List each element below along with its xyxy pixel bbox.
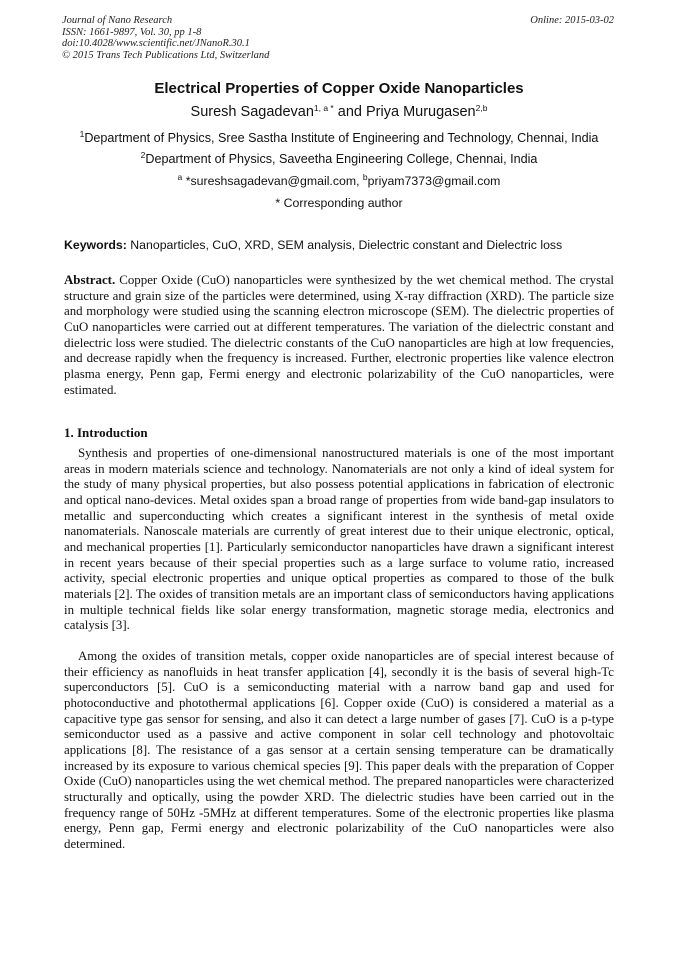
- email-line: [40, 174, 638, 188]
- journal-copyright: © 2015 Trans Tech Publications Ltd, Switzerland: [62, 49, 270, 61]
- journal-issn: ISSN: 1661-9897, Vol. 30, pp 1-8: [62, 26, 202, 38]
- affiliation-1-marker: 1: [79, 129, 85, 139]
- keywords-label: Keywords:: [64, 238, 127, 252]
- intro-paragraph-2: Among the oxides of transition metals, copper oxide nanoparticles are of special interest because of their efficiency as nanofluids in heat transfer application [4], secondly it is the basis of several high-Tc superconductors [5]. CuO is a semiconducting material with a narrow band gap and used for photoconductive and photothermal applications [6]. Copper oxide (CuO) is considered a material as a capacitive type gas sensor for sensing, and also it can detect a large number of gases [7]. CuO is a p-type semiconductor used as a passive and active component in solar cell technology and photovoltaic applications [8]. The resistance of a gas sensor at a certain sensing temperature can be dramatically increased by its exposure to various chemical species [9]. This paper deals with the preparation of Copper Oxide (CuO) nanoparticles using the wet chemical method. The prepared nanoparticles were characterized structurally and optically, using the powder XRD. The dielectric studies have been carried out in the frequency range of 50Hz -5MHz at different temperatures. Some of the electronic properties like plasma energy, Penn gap, Fermi energy and electronic polarizability of the CuO nanoparticles were also determined.: [64, 649, 614, 851]
- journal-doi: doi:10.4028/www.scientific.net/JNanoR.30.1: [62, 38, 250, 49]
- affiliation-2-marker: 2: [140, 150, 146, 160]
- abstract-label: Abstract.: [64, 273, 116, 287]
- affiliation-2-text: Department of Physics, Saveetha Engineering College, Chennai, India: [145, 152, 538, 166]
- journal-name: Journal of Nano Research: [62, 15, 173, 26]
- email-a-marker: a: [177, 172, 183, 182]
- email-b-marker: b: [362, 172, 368, 182]
- author-2-marker: 2,b: [475, 103, 488, 113]
- author-connector: and: [333, 104, 366, 120]
- abstract-text: Copper Oxide (CuO) nanoparticles were synthesized by the wet chemical method. The crystal structure and grain size of the particles were determined, using X-ray diffraction (XRD). The particle size and morphology were studied using the scanning electron microscope (SEM). The dielectric properties of CuO nanoparticles were carried out at different temperatures. The variation of the dielectric constant and dielectric loss were studied. The dielectric constants of the CuO nanoparticles are high at low frequencies, and decrease rapidly when the frequency is increased. Further, electronic properties like valence electron plasma energy, Penn gap, Fermi energy and electronic polarizability of the CuO nanoparticles, were estimated.: [64, 273, 614, 397]
- author-1-marker: 1, a *: [313, 103, 334, 113]
- abstract: [64, 273, 614, 398]
- intro-paragraph-1: Synthesis and properties of one-dimensional nanostructured materials is one of the most important areas in modern materials science and technology. Nanomaterials are not only a kind of ideal system for the study of many physical properties, but also possess potential applications in fabrication of electronic and optical nano-devices. Metal oxides span a broad range of properties from wide band-gap insulators to metallic and superconducting which creates a significant interest in the synthesis of metal oxide nanomaterials. Nanoscale materials are currently of great interest due to their unique electronic, optical, and mechanical properties [1]. Particularly semiconductor nanoparticles have drawn a significant interest in recent years because of their special properties such as a large surface to volume ratio, increased activity, special electronic properties and unique optical properties as compared to those of the bulk materials [2]. The oxides of transition metals are an important class of semiconductors having applications in multiple technical fields like solar energy transformation, magnetic storage media, electronics and catalysis [3].: [64, 446, 614, 633]
- keywords: [64, 238, 562, 252]
- section-heading: 1. Introduction: [64, 425, 148, 440]
- author-line: [40, 104, 638, 120]
- paper-title: Electrical Properties of Copper Oxide Nanoparticles: [154, 80, 524, 97]
- affiliation-1-text: Department of Physics, Sree Sastha Institute of Engineering and Technology, Chennai, India: [84, 131, 599, 145]
- affiliation-2: [40, 152, 638, 166]
- journal-header: [62, 15, 269, 61]
- email-b[interactable]: priyam7373@gmail.com: [367, 174, 501, 188]
- corresponding-author-note: * Corresponding author: [275, 196, 403, 210]
- email-a[interactable]: *sureshsagadevan@gmail.com,: [182, 174, 363, 188]
- keywords-text: Nanoparticles, CuO, XRD, SEM analysis, Dielectric constant and Dielectric loss: [126, 238, 563, 252]
- affiliation-1: [40, 131, 638, 145]
- author-1: Suresh Sagadevan: [190, 104, 314, 120]
- online-date: Online: 2015-03-02: [530, 15, 614, 26]
- author-2: Priya Murugasen: [366, 104, 476, 120]
